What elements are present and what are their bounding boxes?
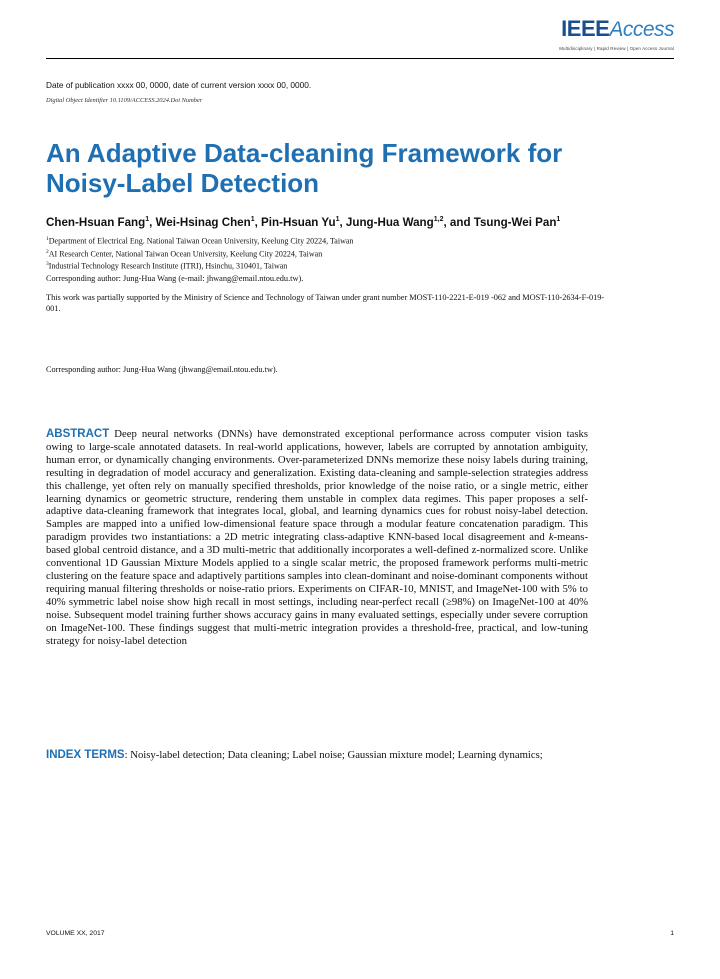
header-rule <box>46 58 674 59</box>
logo-tagline: Multidisciplinary | Rapid Review | Open Access Journal <box>559 46 674 51</box>
title-line-2: Noisy-Label Detection <box>46 168 320 198</box>
affiliation-mark: 3 <box>46 261 49 268</box>
affiliation-text: Industrial Technology Research Institute (ITRI), Hsinchu, 310401, Taiwan <box>48 261 288 271</box>
publication-date: Date of publication xxxx 00, 0000, date of current version xxxx 00, 0000. <box>46 80 312 90</box>
author-name: Jung-Hua Wang <box>345 216 434 229</box>
author-affil-mark: 1 <box>250 216 255 224</box>
abstract-label: ABSTRACT <box>46 428 110 440</box>
logo-ieee-text: IEEE <box>561 16 610 41</box>
index-terms-text: : Noisy-label detection; Data cleaning; Label noise; Gaussian mixture model; Learning dynamics; <box>124 749 543 761</box>
abstract-text-part2: -means-based global centroid distance, and a 3D multi-metric that additionally incorporates a well-defined z-normalized score. Unlike conventional 1D Gaussian Mixture Models applied to a single scalar metric, the proposed framework performs multi-metric clustering on the feature space and adaptively partitions samples into clean-dominant and noise-dominant components without requiring manual filtering thresholds or noise-ratio priors. Experiments on CIFAR-10, MNIST, and ImageNet-100 with 5% to 40% symmetric label noise show high recall in most settings, including near-perfect recall (≥98%) on ImageNet-100 at 40% noise. Subsequent model training further shows accuracy gains in many evaluated settings, especially under severe corruption on ImageNet-100. These findings suggest that multi-metric integration provides a threshold-free, practical, and low-tuning strategy for noisy-label detection <box>46 531 588 647</box>
footer-page-number: 1 <box>670 930 674 937</box>
affiliation-item <box>46 247 353 260</box>
journal-logo <box>559 18 674 51</box>
author-name: Pin-Hsuan Yu <box>261 216 336 229</box>
paper-title <box>46 138 666 198</box>
logo-wordmark <box>559 18 674 43</box>
author-separator: , <box>339 216 346 229</box>
abstract-k-variable: k <box>548 531 554 544</box>
affiliation-item <box>46 234 353 247</box>
affiliation-text: Department of Electrical Eng. National Taiwan Ocean University, Keelung City 20224, Taiwan <box>48 236 354 246</box>
author-name: Wei-Hsinag Chen <box>155 216 251 229</box>
author-affil-mark: 1,2 <box>433 216 444 224</box>
doi-line: Digital Object Identifier 10.1109/ACCESS.2024.Doi Number <box>46 97 203 104</box>
corresponding-author: Corresponding author: Jung-Hua Wang (e-mail: jhwang@email.ntou.edu.tw). <box>46 274 304 283</box>
affiliation-item <box>46 259 353 272</box>
affiliation-mark: 1 <box>46 236 49 242</box>
funding-statement: This work was partially supported by the Ministry of Science and Technology of Taiwan under grant number MOST-110-2221-E-019 -062 and MOST-110-2634-F-019-001. <box>46 293 605 313</box>
author-list <box>46 216 560 229</box>
author-affil-mark: 1 <box>556 216 561 224</box>
author-separator: , and <box>443 216 474 229</box>
index-terms-label: INDEX TERMS <box>46 749 125 761</box>
abstract <box>46 428 588 647</box>
abstract-text-part1: Deep neural networks (DNNs) have demonstrated exceptional performance across computer vision tasks owing to large-scale annotated datasets. In real-world applications, however, labels are corrupted by annotation ambiguity, human error, or dynamically changing environments. Over-parameterized DNNs memorize these noisy labels during training, resulting in degradation of model accuracy and generalization. Existing data-cleaning and sample-selection strategies address this challenge, yet often rely on manually specified thresholds, prior knowledge of the noise ratio, or a single metric, either learning dynamics or geometric structure, rendering them unstable in complex data regimes. This paper proposes a self-adaptive data-cleaning framework that integrates local, global, and learning dynamics cues for robust noisy-label detection. Samples are mapped into a unified low-dimensional feature space through a modular feature concatenation paradigm. This paradigm provides two instantiations: a 2D metric integrating class-adaptive KNN-based local disagreement and <box>46 428 588 544</box>
affiliation-mark: 2 <box>46 248 49 255</box>
index-terms <box>46 749 586 762</box>
affiliation-list <box>46 234 353 272</box>
author-name: Tsung-Wei Pan <box>473 216 557 229</box>
author-affil-mark: 1 <box>145 216 150 224</box>
author-separator: , <box>254 216 262 229</box>
corresponding-author-repeat: Corresponding author: Jung-Hua Wang (jhwang@email.ntou.edu.tw). <box>46 365 278 374</box>
title-line-1: An Adaptive Data-cleaning Framework for <box>46 138 563 168</box>
author-affil-mark: 1 <box>335 216 340 224</box>
author-name: Chen-Hsuan Fang <box>46 216 146 229</box>
footer-volume: VOLUME XX, 2017 <box>46 930 105 937</box>
affiliation-text: AI Research Center, National Taiwan Ocean University, Keelung City 20224, Taiwan <box>48 249 323 259</box>
author-separator: , <box>149 216 156 229</box>
logo-access-text: Access <box>609 18 674 41</box>
